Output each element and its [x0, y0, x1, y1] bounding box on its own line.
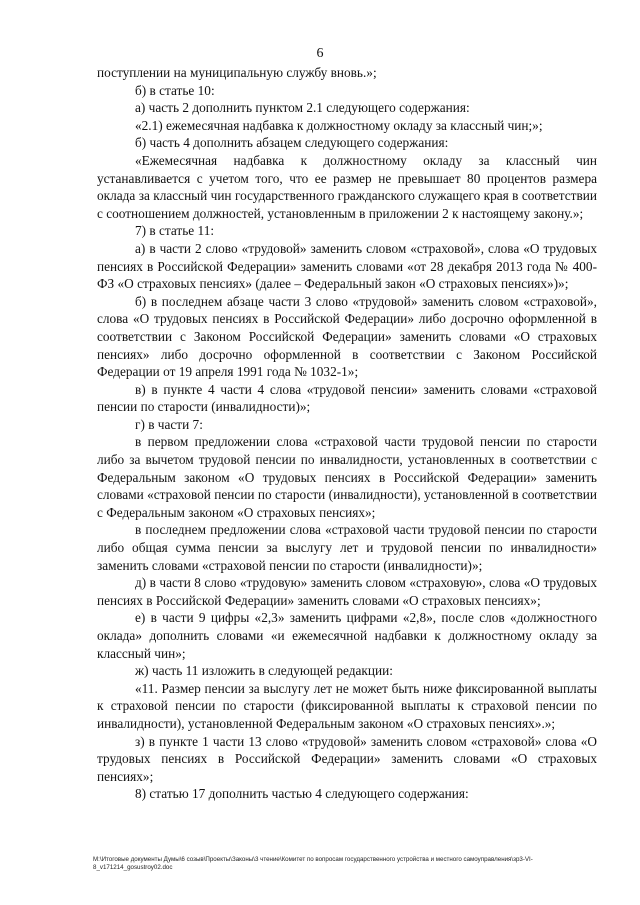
paragraph: в) в пункте 4 части 4 слова «трудовой пенсии» заменить словами «страховой пенсии по старости (инвалидности)»;: [97, 381, 597, 415]
paragraph: «2.1) ежемесячная надбавка к должностному окладу за классный чин;»;: [135, 117, 543, 133]
paragraph: поступлении на муниципальную службу вновь.»;: [97, 65, 377, 80]
page-number: 6: [316, 46, 324, 61]
file-path-footer: M:\Итоговые документы Думы\6 созыв\Проекты\Законы\3 чтение\Комитет по вопросам государственного устройства и местного самоуправления\зр3-VI-8_v171214_gosustroy02.doc: [93, 856, 533, 871]
paragraph: з) в пункте 1 части 13 слово «трудовой» заменить словом «страховой» слова «О трудовых пенсиях в Российской Федерации» заменить словами «О страховых пенсиях»;: [97, 733, 597, 784]
paragraph: б) в статье 10:: [135, 82, 215, 98]
paragraph: в первом предложении слова «страховой части трудовой пенсии по старости либо за вычетом трудовой пенсии по инвалидности, установленных в соответствии с Федеральным законом «О трудовых пенсиях в Российской Федерации» заменить словами «страховой пенсии по старости (инвалидности), установленной в соответствии с Федеральным законом «О страховых пенсиях»;: [97, 434, 597, 520]
paragraph: б) часть 4 дополнить абзацем следующего содержания:: [135, 135, 449, 151]
paragraph: е) в части 9 цифры «2,3» заменить цифрами «2,8», после слов «должностного оклада» дополнить словами «и ежемесячной надбавки к должностному окладу за классный чин»;: [97, 610, 597, 661]
paragraph: д) в части 8 слово «трудовую» заменить словом «страховую», слова «О трудовых пенсиях в Российской Федерации» заменить словами «О страховых пенсиях»;: [97, 575, 597, 608]
paragraph: 8) статью 17 дополнить частью 4 следующего содержания:: [135, 786, 469, 802]
paragraph: в последнем предложении слова «страховой части трудовой пенсии по старости либо общая сумма пенсии за выслугу лет и трудовой пенсии по инвалидности» заменить словами «страховой пенсии по старости (инвалидности)»;: [97, 522, 597, 573]
paragraph: г) в части 7:: [135, 416, 203, 432]
paragraph: 7) в статье 11:: [135, 223, 215, 239]
paragraph: «Ежемесячная надбавка к должностному окладу за классный чин устанавливается с учетом того, что ее размер не превышает 80 процентов размера оклада за классный чин государственного гражданского служащего края в соответствии с соотношением должностей, установленным в приложении 2 к настоящему закону.»;: [97, 152, 597, 221]
document-body: [97, 64, 597, 803]
paragraph: б) в последнем абзаце части 3 слово «трудовой» заменить словом «страховой», слова «О трудовых пенсиях в Российской Федерации» либо досрочно оформленной в соответствии с Законом Российской Федерации» заменить словами «О страховых пенсиях» либо досрочно оформленной в соответствии с Законом Российской Федерации от 19 апреля 1991 года № 1032-1»;: [97, 293, 597, 380]
paragraph: «11. Размер пенсии за выслугу лет не может быть ниже фиксированной выплаты к страховой пенсии по старости (фиксированной выплаты к страховой пенсии по инвалидности), установленной Федеральным законом «О страховых пенсиях».»;: [97, 680, 597, 731]
paragraph: ж) часть 11 изложить в следующей редакции:: [135, 663, 393, 679]
paragraph: а) в части 2 слово «трудовой» заменить словом «страховой», слова «О трудовых пенсиях в Российской Федерации» заменить словами «от 28 декабря 2013 года № 400-ФЗ «О страховых пенсиях» (далее – Федеральный закон «О страховых пенсиях»)»;: [97, 240, 597, 292]
paragraph: а) часть 2 дополнить пунктом 2.1 следующего содержания:: [135, 100, 470, 116]
